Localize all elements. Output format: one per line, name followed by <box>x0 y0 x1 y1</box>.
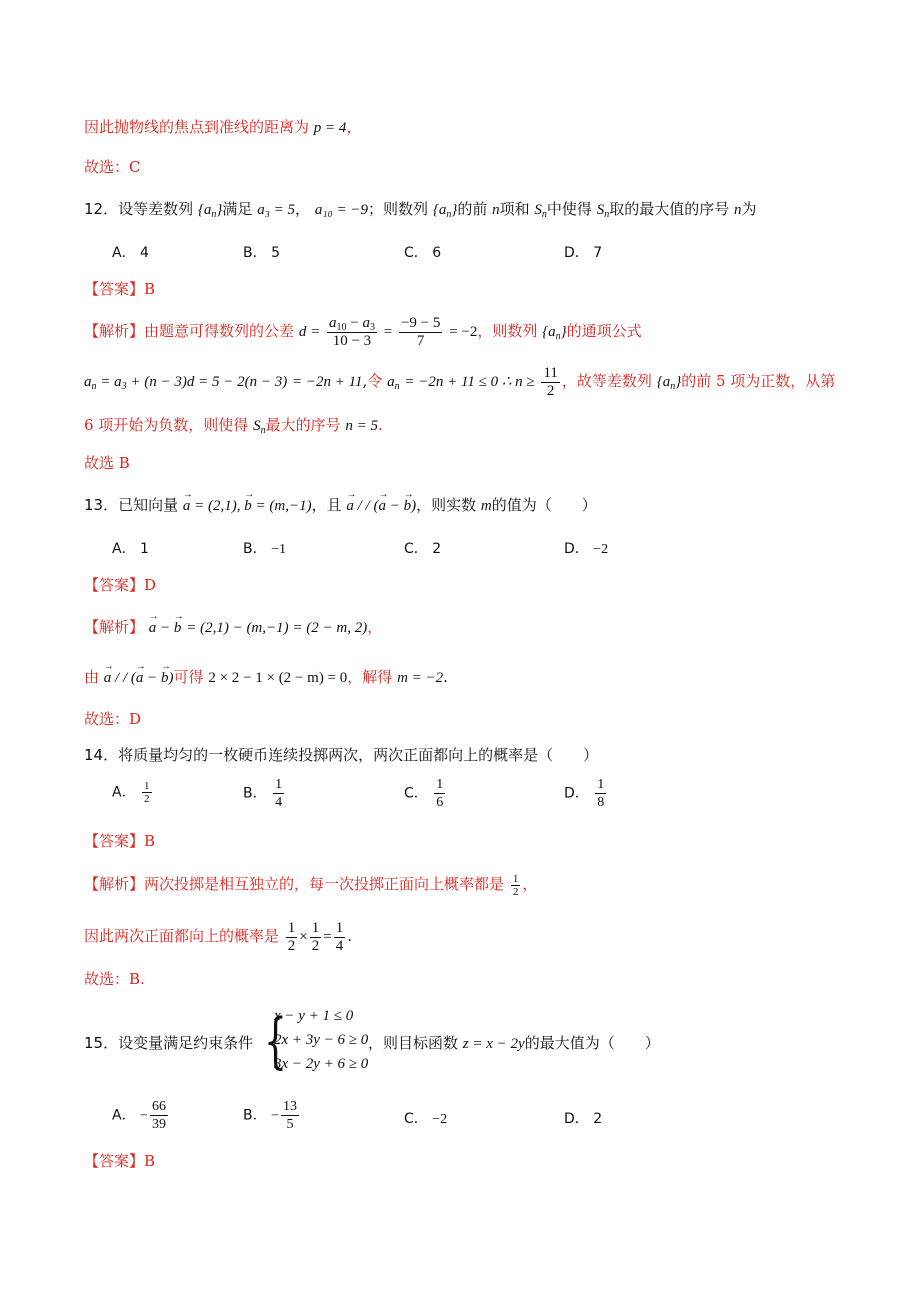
q12-text-4: 的前 <box>457 200 488 218</box>
q12-n-2: n <box>734 202 742 218</box>
analysis-tag: 【解析】 <box>84 875 145 893</box>
q12-text-2: 满足 <box>222 200 253 218</box>
q12-sn: $S_n$ <box>534 202 547 220</box>
q12-text-8: 为 <box>741 200 757 218</box>
q11-distance-line <box>84 116 361 139</box>
q12-stem <box>84 198 757 221</box>
q11-math: p = 4 <box>313 120 347 136</box>
q13-you: 由 <box>84 668 100 686</box>
q12-a1-end: ，则数列 <box>477 322 538 340</box>
q15-answer <box>84 1150 155 1172</box>
q12-number: 12． <box>84 200 119 218</box>
analysis-tag: 【解析】 <box>84 322 145 340</box>
q15-option-a: A． − $\frac{66}{39}$ <box>112 1099 166 1132</box>
q14-a1-text: 两次投掷是相互独立的，每一次投掷正面向上概率都是 <box>144 875 505 893</box>
q14-a1-end: ， <box>522 875 538 893</box>
q12-cond-2: a₁₀ = −9 <box>314 202 369 218</box>
q12-sep: ， <box>295 200 311 218</box>
q15-constraint-system <box>264 1006 384 1080</box>
q14-answer-value: B <box>144 832 156 850</box>
q15-text-3: 的最大值为（ ） <box>524 1034 660 1052</box>
answer-tag: 【答案】 <box>84 832 145 850</box>
q12-option-d: D． 7 <box>564 245 603 261</box>
q11-punct: ， <box>346 118 362 136</box>
q15-stem-left <box>84 1032 253 1054</box>
q15-option-b: B． − $\frac{13}{5}$ <box>243 1099 297 1132</box>
q12-analysis-3: 6 项开始为负数，则使得 $S_n$最大的序号 n = 5. <box>84 416 383 436</box>
q13-stem <box>84 494 597 517</box>
q13-a2-math: 2 × 2 − 1 × (2 − m) = 0 <box>208 670 348 686</box>
q12-an-formula: $a_n = a_3 + (n - 3)d = 5 - 2(n - 3)$ <box>84 374 288 392</box>
q13-option-a: A． 1 <box>112 541 149 557</box>
q12-conclusion: 故选 B <box>84 454 130 472</box>
q13-text-3: ，则实数 <box>416 496 477 514</box>
q15-objective: z = x − 2y <box>462 1036 525 1052</box>
q15-constraint-2: 2x + 3y − 6 ≥ 0 <box>274 1032 369 1048</box>
q12-answer <box>84 278 155 300</box>
q14-option-c: C． $\frac{1}{6}$ <box>404 777 444 810</box>
q12-sn-2: $S_n$ <box>596 202 610 220</box>
q12-d-frac-2: $\frac{-9 - 5}{7}$ <box>400 314 441 349</box>
q13-option-b: B． −1 <box>243 541 286 557</box>
q14-analysis-2: 因此两次正面都向上的概率是 $\frac{1}{2}$ × $\frac{1}{2}$ = $\frac{1}{4}$ . <box>84 919 353 954</box>
q13-vectors: → a = (2,1), → b = (m,−1) <box>183 498 312 514</box>
q12-text-1: 设等差数列 <box>118 200 194 218</box>
answer-tag: 【答案】 <box>84 1152 145 1170</box>
q14-a2-text: 因此两次正面都向上的概率是 <box>84 927 280 945</box>
q12-cond-1: a₃ = 5 <box>257 202 296 218</box>
q15-constraint-3: 3x − 2y + 6 ≥ 0 <box>274 1056 369 1072</box>
q13-analysis-1: 【解析】 → a − → b = (2,1) − (m,−1) = (2 − m, 2)， <box>84 616 382 639</box>
q13-a2-end: . <box>443 668 448 686</box>
q12-a1-end2: 的通项公式 <box>566 322 642 340</box>
q14-conclusion: 故选：B. <box>84 970 145 988</box>
q13-analysis-2: 由 → a / / (→ a − → b)可得 2 × 2 − 1 × (2 − m) = 0，解得 m = −2. <box>84 666 448 689</box>
q15-constraint-1: x − y + 1 ≤ 0 <box>274 1008 354 1024</box>
analysis-tag: 【解析】 <box>84 618 145 636</box>
q12-seq-an-2: $\{a_n\}$ <box>432 202 458 220</box>
q12-d-frac-1: $\frac{a_{10} - a_3}{10 - 3}$ <box>328 314 375 349</box>
q15-stem-right <box>368 1032 660 1055</box>
q12-text-6: 中使得 <box>546 200 592 218</box>
q13-parallel: → a / / (→ a − → b) <box>346 498 416 514</box>
q15-number: 15． <box>84 1034 119 1052</box>
q13-option-d: D． −2 <box>564 541 609 557</box>
q12-option-b: B． 5 <box>243 245 280 261</box>
q14-answer <box>84 830 155 852</box>
q12-d-value: = −2 <box>449 324 478 340</box>
q13-conclusion: 故选：D <box>84 710 142 728</box>
answer-tag: 【答案】 <box>84 576 145 594</box>
q12-inequality: = −2n + 11 ≤ 0 ∴ n ≥ <box>404 374 535 390</box>
q13-a2-math2: m = −2 <box>397 670 444 686</box>
q12-text-7: 取的最大值的序号 <box>609 200 730 218</box>
q12-answer-value: B <box>144 280 156 298</box>
q12-d: d = <box>298 324 321 340</box>
q12-a2-end: ，故等差数列 <box>561 372 652 390</box>
q12-analysis-1: 【解析】由题意可得数列的公差 d = $\frac{a_{10} - a_3}{10 - 3}$ = $\frac{-9 - 5}{7}$ = −2，则数列 $\{a_n\}$的通项公式 <box>84 314 642 349</box>
q12-text-5: 项和 <box>499 200 530 218</box>
q15-answer-value: B <box>144 1152 156 1170</box>
q11-text: 因此抛物线的焦点到准线的距离为 <box>84 118 310 136</box>
q12-frac-11-2: $\frac{11}{2}$ <box>543 364 558 399</box>
q14-analysis-1: 【解析】两次投掷是相互独立的，每一次投掷正面向上概率都是 $\frac{1}{2}$ ， <box>84 872 538 898</box>
q14-option-a: A． $\frac{1}{2}$ <box>112 780 150 805</box>
q14-option-b: B． $\frac{1}{4}$ <box>243 777 283 810</box>
q13-number: 13． <box>84 496 119 514</box>
q13-a1-end: ， <box>367 618 383 636</box>
q13-answer <box>84 574 156 596</box>
q12-a1-text: 由题意可得数列的公差 <box>144 322 295 340</box>
q15-option-c: C． −2 <box>404 1111 448 1127</box>
q13-text-1: 已知向量 <box>118 496 179 514</box>
q14-number: 14． <box>84 746 119 764</box>
q13-kede: 可得 <box>173 668 204 686</box>
q12-n: n <box>492 202 500 218</box>
q14-stem <box>84 744 598 766</box>
q14-a2-end: . <box>347 927 353 945</box>
q12-analysis-2: $a_n = a_3 + (n - 3)d = 5 - 2(n - 3) = -2n + 11$,令 $a_n = -2n + 11 \le 0$ ∴ n ≥ $\frac{11}{2}$ ，故等差数列 $\{a_n\}$的前 5 项为正数，从第 <box>84 364 836 399</box>
q13-text-2: ，且 <box>311 496 342 514</box>
q13-jiede: ，解得 <box>347 668 393 686</box>
q15-text-1: 设变量满足约束条件 <box>118 1034 254 1052</box>
q14-option-d: D． $\frac{1}{8}$ <box>564 777 605 810</box>
q12-a3-text2: 最大的序号 <box>265 416 341 434</box>
answer-tag: 【答案】 <box>84 280 145 298</box>
q12-a3-text: 6 项开始为负数，则使得 <box>84 416 249 434</box>
q12-ling: 令 <box>367 372 383 390</box>
q15-text-2: ，则目标函数 <box>368 1034 459 1052</box>
q13-text-4: 的值为（ ） <box>491 496 597 514</box>
q12-option-a: A． 4 <box>112 245 149 261</box>
q13-option-c: C． 2 <box>404 541 442 557</box>
q12-text-3: ；则数列 <box>368 200 429 218</box>
q12-seq-an: $\{a_n\}$ <box>197 202 223 220</box>
brace-symbol: { <box>264 1006 287 1076</box>
q12-a3-math: n = 5 <box>345 418 379 434</box>
q13-m: m <box>480 498 492 514</box>
q14-text: 将质量均匀的一枚硬币连续投掷两次，两次正面都向上的概率是（ ） <box>118 746 599 764</box>
q12-a2-end2: 的前 5 项为正数，从第 <box>681 372 836 390</box>
q13-a1-math: = (2,1) − (m,−1) = (2 − m, 2) <box>186 620 368 636</box>
q11-answer-line: 故选：C <box>84 158 141 176</box>
q12-option-c: C． 6 <box>404 245 442 261</box>
q15-option-d: D． 2 <box>564 1111 603 1127</box>
q12-an-simplified: = −2n + 11 <box>292 374 363 390</box>
q13-answer-value: D <box>144 576 157 594</box>
q12-a3-end: . <box>378 416 383 434</box>
